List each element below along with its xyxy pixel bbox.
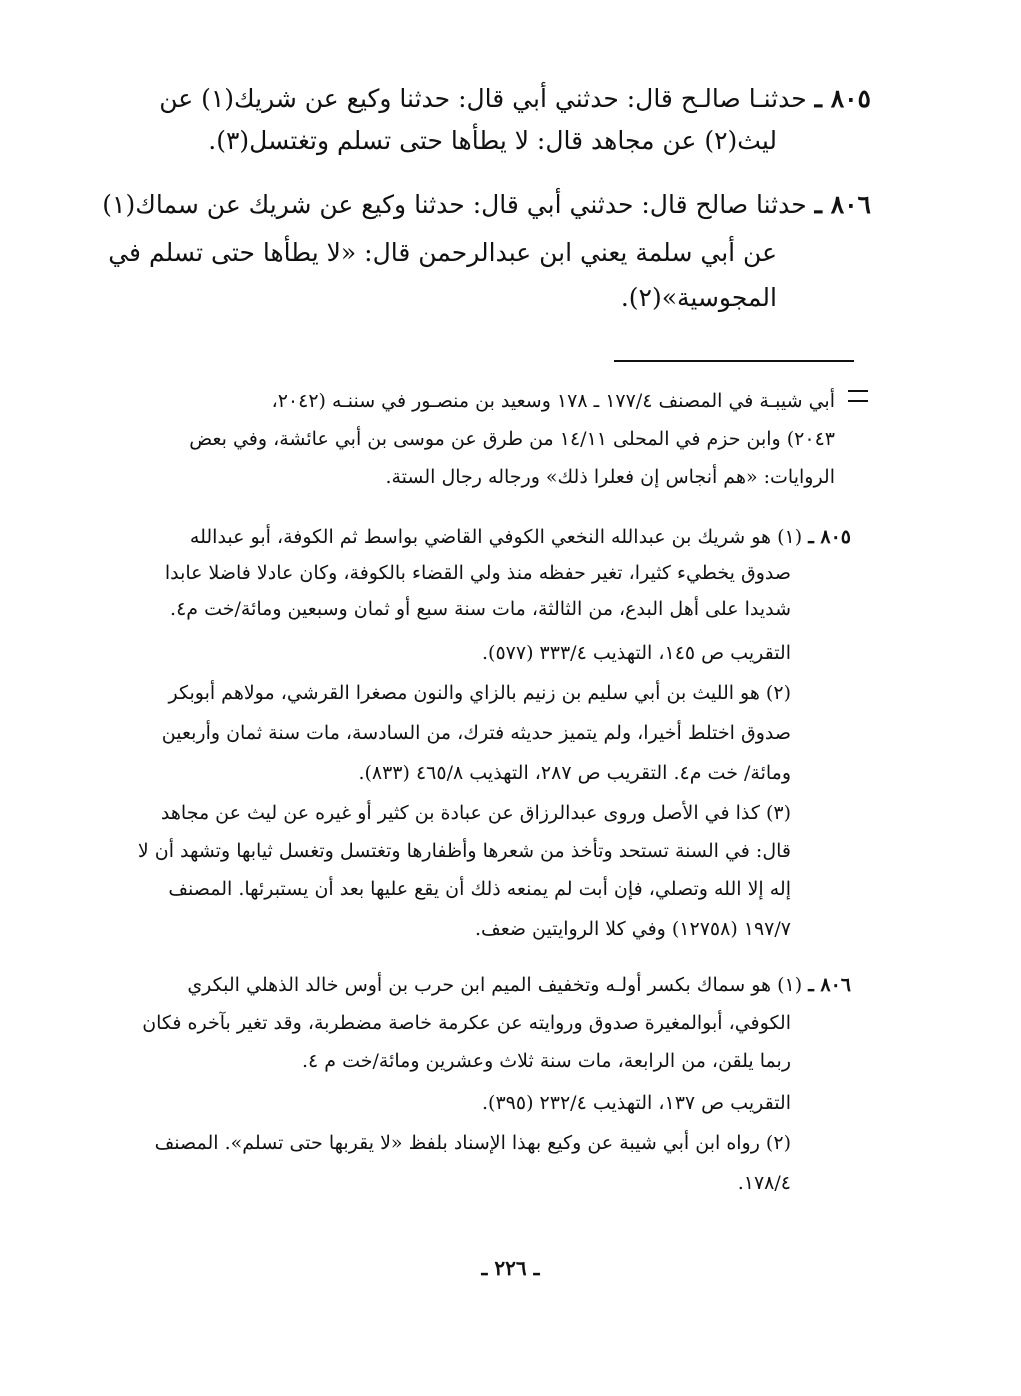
hadith-806-text-3: المجوسية»(٢). — [620, 283, 777, 312]
footnote-805-3-text-1: (٣) كذا في الأصل وروى عبدالرزاق عن عبادة بن كثير أو غيره عن ليث عن مجاهد — [160, 802, 791, 824]
footnote-806-label: ٨٠٦ ـ — [808, 974, 851, 996]
footnote-806-2-line-1 — [155, 1132, 791, 1154]
continuation-mark — [848, 390, 868, 402]
footnote-806-1-line-3 — [302, 1050, 791, 1072]
continuation-text-3: الروايات: «هم أنجاس إن فعلرا ذلك» ورجاله رجال الستة. — [385, 466, 835, 488]
footnote-805-2-line-1 — [168, 682, 791, 704]
footnote-805-1-text-2: صدوق يخطيء كثيرا، تغير حفظه منذ ولي القضاء بالكوفة، وكان عادلا فاضلا عابدا — [164, 562, 791, 584]
footnote-805-2-text-2: صدوق اختلط أخيرا، ولم يتميز حديثه فترك، من السادسة، مات سنة ثمان وأربعين — [161, 722, 791, 744]
footnote-806-1-text-2: الكوفي، أبوالمغيرة صدوق وروايته عن عكرمة خاصة مضطربة، وقد تغير بآخره فكان — [142, 1012, 791, 1034]
footnote-805-2-text-3: ومائة/ خت م٤. التقريب ص ٢٨٧، التهذيب ٤٦٥/٨ (٨٣٣). — [358, 762, 791, 784]
hadith-805-line-1 — [159, 84, 871, 113]
footnote-805-3-line-3 — [168, 878, 791, 900]
continuation-text-1: أبي شيبـة في المصنف ١٧٧/٤ ـ ١٧٨ وسعيد بن منصـور في سننـه (٢٠٤٢، — [271, 390, 835, 412]
footnote-805-3-text-2: قال: في السنة تستحد وتأخذ من شعرها وأظفارها وتغتسل وتغسل ثيابها وتشهد أن لا — [137, 840, 791, 862]
footnote-805-3-line-2 — [138, 840, 791, 862]
footnote-806-2-text-2: ١٧٨/٤. — [737, 1172, 791, 1194]
footnote-805-2-line-3 — [358, 762, 791, 784]
footnote-806-2-text-1: (٢) رواه ابن أبي شيبة عن وكيع بهذا الإسناد بلفظ «لا يقربها حتى تسلم». المصنف — [154, 1132, 791, 1154]
hadith-805-number: ٨٠٥ ـ — [814, 84, 871, 113]
footnote-805-3-line-1 — [161, 802, 791, 824]
footnote-805-2-line-2 — [162, 722, 791, 744]
footnote-805-1-line-4 — [482, 642, 791, 664]
footnote-805-3-text-4: ١٩٧/٧ (١٢٧٥٨) وفي كلا الروايتين ضعف. — [475, 918, 791, 940]
hadith-805-line-2 — [208, 126, 777, 155]
footnote-805-1-line-2 — [165, 562, 791, 584]
footnote-806-1-line-1 — [187, 974, 851, 996]
footnote-separator — [614, 360, 854, 362]
continuation-line-2 — [189, 428, 835, 450]
footnote-806-1-text-3: ربما يلقن، من الرابعة، مات سنة ثلاث وعشرين ومائة/خت م ٤. — [301, 1050, 791, 1072]
hadith-805-text-1: حدثنـا صالـح قال: حدثني أبي قال: حدثنا وكيع عن شريك(١) عن — [159, 84, 807, 113]
hadith-806-line-3 — [621, 283, 777, 312]
hadith-806-number: ٨٠٦ ـ — [814, 190, 871, 219]
footnote-805-label: ٨٠٥ ـ — [808, 526, 851, 548]
footnote-805-1-line-3 — [170, 598, 791, 620]
hadith-806-line-1 — [102, 190, 871, 219]
footnote-805-1-text-1: (١) هو شريك بن عبدالله النخعي الكوفي القاضي بواسط ثم الكوفة، أبو عبدالله — [189, 526, 803, 548]
continuation-line-1 — [272, 390, 835, 412]
footnote-805-1-text-3: شديدا على أهل البدع، من الثالثة، مات سنة سبع أو ثمان وسبعين ومائة/خت م٤. — [170, 598, 791, 620]
footnote-805-1-text-4: التقريب ص ١٤٥، التهذيب ٣٣٣/٤ (٥٧٧). — [482, 642, 791, 664]
footnote-806-2-line-2 — [738, 1172, 791, 1194]
footnote-805-3-line-4 — [475, 918, 791, 940]
footnote-806-1-text-1: (١) هو سماك بكسر أولـه وتخفيف الميم ابن حرب بن أوس خالد الذهلي البكري — [187, 974, 803, 996]
footnote-806-1-line-4 — [482, 1092, 791, 1114]
footnote-805-3-text-3: إله إلا الله وتصلي، فإن أبت لم يمنعه ذلك أن يقع عليها بعد أن يستبرئها. المصنف — [168, 878, 791, 900]
footnote-805-2-text-1: (٢) هو الليث بن أبي سليم بن زنيم بالزاي والنون مصغرا القرشي، مولاهم أبوبكر — [168, 682, 791, 704]
continuation-text-2: ٢٠٤٣) وابن حزم في المحلى ١٤/١١ من طرق عن موسى بن أبي عائشة، وفي بعض — [189, 428, 835, 450]
footnote-805-1-line-1 — [190, 526, 851, 548]
footnote-806-1-line-2 — [142, 1012, 791, 1034]
page-number: ـ ٢٢٦ ـ — [481, 1256, 540, 1280]
footnote-806-1-text-4: التقريب ص ١٣٧، التهذيب ٢٣٢/٤ (٣٩٥). — [482, 1092, 791, 1114]
hadith-806-text-1: حدثنا صالح قال: حدثني أبي قال: حدثنا وكيع عن شريك عن سماك(١) — [102, 190, 807, 219]
hadith-805-text-2: ليث(٢) عن مجاهد قال: لا يطأها حتى تسلم وتغتسل(٣). — [208, 126, 777, 155]
continuation-line-3 — [385, 466, 835, 488]
hadith-806-line-2 — [108, 238, 777, 267]
hadith-806-text-2: عن أبي سلمة يعني ابن عبدالرحمن قال: «لا يطأها حتى تسلم في — [108, 238, 777, 267]
